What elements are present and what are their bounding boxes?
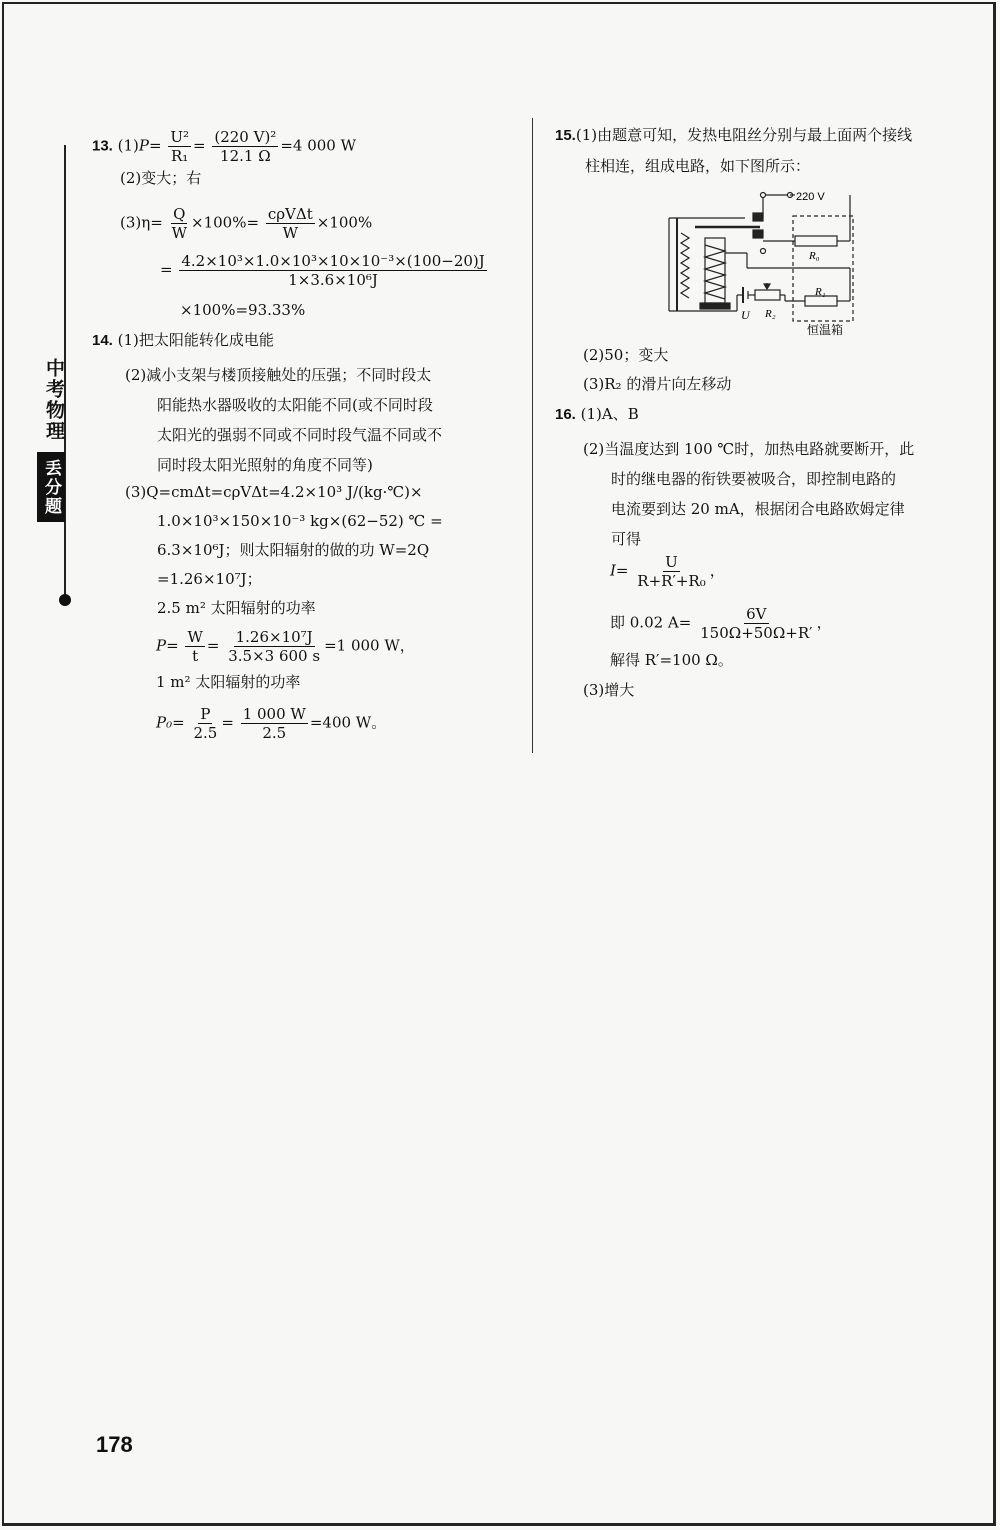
page-number: 178: [96, 1432, 133, 1457]
q16-j-lhs: 即 0.02 A=: [610, 613, 692, 632]
q14-p0-result: =400 W。: [309, 713, 387, 732]
q13-p1-result: =4 000 W: [280, 136, 357, 155]
q14-p0-fraction-1: [191, 705, 219, 742]
column-divider: [532, 118, 533, 753]
frac-numerator: 1.26×10⁷J: [235, 628, 313, 646]
q14-p2-line: 太阳光的强弱不同或不同时段气温不同或不: [157, 426, 443, 444]
q14-p1-text: (1)把太阳能转化成电能: [117, 331, 274, 349]
frac-denominator: W: [282, 224, 298, 242]
q14-p-eq: =: [206, 636, 220, 655]
q13-p1-fraction-2: [212, 128, 278, 165]
q14-p2-line: 同时段太阳光照射的角度不同等): [157, 456, 373, 474]
q16-p2-line: 可得: [611, 530, 642, 548]
q14-p0-lhs: P₀=: [156, 713, 185, 732]
q14-p3-line: 1.0×10³×150×10⁻³ kg×(62−52) ℃ =: [157, 512, 443, 530]
q14-p2-line: (2)减小支架与楼顶接触处的压强；不同时段太: [125, 366, 432, 384]
frac-numerator: 6V: [746, 605, 767, 623]
frac-numerator: cρVΔt: [267, 205, 313, 223]
frac-denominator: 12.1 Ω: [220, 147, 271, 165]
q15-p1-line: (1)由题意可知，发热电阻丝分别与最上面两个接线: [575, 126, 913, 144]
frac-numerator: Q: [173, 205, 186, 223]
resistor-r0: [795, 236, 837, 246]
q16-p2-line: 电流要到达 20 mA，根据闭合电路欧姆定律: [611, 500, 905, 518]
spring: [681, 233, 689, 298]
q13-p3-fraction-1: [170, 205, 189, 242]
q13-part3-line2: [160, 252, 489, 289]
q13-number: 13.: [92, 137, 113, 155]
frac-numerator: 1 000 W: [242, 705, 306, 723]
frac-numerator: W: [187, 628, 203, 646]
resistor-r2: [755, 290, 780, 300]
q13-part1: [92, 128, 356, 165]
q14-power-eq: [156, 628, 415, 665]
frac-numerator: (220 V)²: [214, 128, 277, 146]
frac-denominator: R+R′+R₀: [637, 572, 706, 590]
q16-solution: 解得 R′=100 Ω。: [610, 651, 733, 669]
frac-denominator: 150Ω+50Ω+R′: [700, 624, 813, 642]
q16-i-end: ，: [709, 561, 725, 580]
q16-j-fraction: [698, 605, 814, 642]
frac-numerator: U²: [170, 128, 189, 146]
q14-part4: 1 m² 太阳辐射的功率: [156, 673, 301, 691]
q16-j-end: ，: [816, 613, 832, 632]
side-tab-title: 中考物理: [43, 358, 65, 442]
q15-p1-line: 柱相连，组成电路，如下图所示：: [585, 157, 811, 175]
box-label: 恒温箱: [807, 323, 844, 337]
frac-denominator: R₁: [171, 147, 189, 165]
circuit-diagram: [655, 183, 865, 338]
q16-p2-line: (2)当温度达到 100 ℃时，加热电路就要断开，此: [583, 440, 915, 458]
u-label: U: [741, 308, 750, 322]
q13-p3b-fraction: [179, 252, 486, 289]
side-tab-subtitle: 丢分题: [37, 452, 65, 522]
frac-denominator: t: [192, 647, 199, 665]
q16-current-eq: [610, 553, 725, 590]
terminal-dot: [761, 193, 766, 198]
q15-number: 15.: [555, 127, 576, 144]
q14-part1: [92, 330, 274, 351]
q14-p-lhs: P=: [156, 636, 179, 655]
r1-label: R₁: [815, 286, 826, 298]
q14-p0-eq: [156, 705, 386, 742]
q13-p3-fraction-2: [266, 205, 315, 242]
q13-part2: (2)变大；右: [120, 169, 202, 187]
q13-p1-fraction-1: [168, 128, 191, 165]
q14-p3-line: 6.3×10⁶J；则太阳辐射的做的功 W=2Q: [157, 541, 430, 559]
q16-part3: (3)增大: [583, 681, 635, 699]
q16-p2-line: 时的继电器的衔铁要被吸合，即控制电路的: [611, 470, 897, 488]
q16-substituted-eq: [610, 605, 832, 642]
frac-denominator: W: [171, 224, 188, 242]
side-dot: [59, 594, 71, 606]
q16-part2: [583, 434, 914, 554]
q14-p-fraction-1: [185, 628, 204, 665]
q14-p3-line: (3)Q=cmΔt=cρVΔt=4.2×10³ J/(kg·℃)×: [125, 483, 423, 501]
q13-p3b-eq: =: [160, 260, 173, 279]
q13-p1-lhs: P=: [138, 136, 162, 155]
q16-p1-text: (1)A、B: [580, 405, 639, 423]
q14-p3-line: =1.26×10⁷J；: [157, 570, 262, 588]
q16-number: 16.: [555, 406, 576, 423]
frac-denominator: 3.5×3 600 s: [228, 647, 321, 665]
q16-i-fraction: [635, 553, 707, 590]
frac-numerator: U: [665, 553, 678, 571]
frac-numerator: P: [200, 705, 211, 723]
q13-part3: [120, 205, 372, 242]
q14-p-fraction-2: [226, 628, 322, 665]
q14-p3-line: 2.5 m² 太阳辐射的功率: [157, 599, 316, 617]
q15-part2: (2)50；变大: [583, 346, 669, 364]
q13-p1-eq: =: [193, 136, 206, 155]
frac-denominator: 1×3.6×10⁶J: [288, 271, 378, 289]
q14-p0-fraction-2: [241, 705, 308, 742]
q13-p1-prefix: (1): [117, 136, 139, 155]
frac-denominator: 2.5: [193, 724, 218, 742]
q14-part3: [125, 478, 443, 623]
q14-number: 14.: [92, 332, 113, 349]
r0-label: R₀: [809, 250, 820, 262]
q13-p3-end: ×100%: [316, 213, 373, 232]
q14-p0-eq: =: [221, 713, 234, 732]
q13-part3-line3: ×100%=93.33%: [180, 301, 306, 319]
q14-part2: [125, 360, 442, 480]
q15-part3: (3)R₂ 的滑片向左移动: [583, 375, 732, 393]
q14-p2-line: 阳能热水器吸收的太阳能不同(或不同时段: [157, 396, 433, 414]
r2-label: R₂: [765, 308, 776, 320]
q15-part1: [555, 120, 912, 182]
q16-i-lhs: I=: [610, 561, 629, 580]
frac-denominator: 2.5: [262, 724, 287, 742]
q13-p3-mid: ×100%=: [191, 213, 260, 232]
frac-numerator: 4.2×10³×1.0×10³×10×10⁻³×(100−20)J: [181, 252, 485, 270]
voltage-label: 220 V: [796, 191, 825, 203]
q13-p3-prefix: (3)η=: [120, 213, 163, 232]
q14-p-result: =1 000 W，: [324, 636, 415, 655]
q16-part1: [555, 404, 639, 425]
